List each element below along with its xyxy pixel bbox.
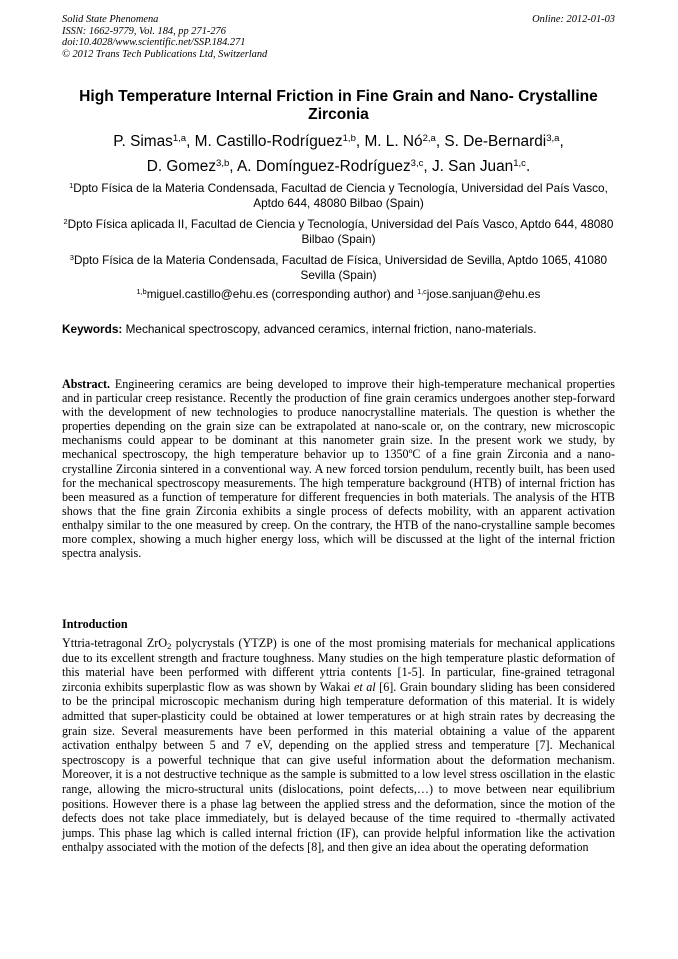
journal-header (62, 14, 462, 60)
affiliation-2: $^2$Dpto Física aplicada II, Facultad de Ciencia y Tecnología, Universidad del País Vasco, Aptdo 644, 48080 Bilbao (Spain) (63, 216, 614, 246)
affiliation-1: $^1$Dpto Física de la Materia Condensada, Facultad de Ciencia y Tecnología, Universidad del País Vasco, Aptdo 644, 48080 Bilbao (Spain) (69, 180, 608, 210)
abstract (62, 377, 615, 560)
section-heading-introduction: Introduction (62, 617, 128, 631)
author: M. L. Nó$^{2,a}$, (364, 132, 445, 150)
author-list (62, 129, 615, 179)
contact-emails: $^{1,b}$miguel.castillo@ehu.es (corresponding author) and $^{1,c}$jose.sanjuan@ehu.es (136, 286, 541, 301)
keywords (62, 322, 615, 337)
abstract-text: Engineering ceramics are being developed to improve their high-temperature mechanical properties and in particular creep resistance. Recently the production of fine grain ceramics undergoes another step-forward with the development of new technologies to produce nanocrystalline materials. The question is whether the properties depending on the grain size can be extrapolated at nano-scale or, on the contrary, new microscopic mechanisms could appear to be dominant at this nanometer grain size. In the present work we study, by mechanical spectroscopy, the high temperature behavior up to 1350ºC of a fine grain Zirconia and a nano-crystalline Zirconia sintered in a conventional way. A new forced torsion pendulum, recently built, has been used for the mechanical spectroscopy measurements. The high temperature background (HTB) of internal friction has been measured as a function of temperature for different frequencies in both materials. The analysis of the HTB shows that the fine grain Zirconia exhibits a single process of defects mobility, with an apparent activation enthalpy similar to the one measured by creep. On the contrary, the HTB of the nano-crystalline sample becomes more complex, showing a much higher energy loss, which will be discussed at the light of the internal friction spectra analysis. (62, 377, 615, 561)
author: A. Domínguez-Rodríguez$^{3,c}$, (237, 157, 432, 175)
keywords-text: Mechanical spectroscopy, advanced ceramics, internal friction, nano-materials. (122, 322, 537, 336)
author: S. De-Bernardi$^{3,a}$, (444, 132, 564, 150)
email-link-castillo[interactable]: miguel.castillo@ehu.es (146, 287, 269, 301)
author: M. Castillo-Rodríguez$^{1,b}$, (194, 132, 365, 150)
journal-copyright: © 2012 Trans Tech Publications Ltd, Switzerland (62, 48, 268, 60)
email-link-sanjuan[interactable]: jose.sanjuan@ehu.es (426, 287, 541, 301)
journal-issn: ISSN: 1662-9779, Vol. 184, pp 271-276 (62, 25, 226, 37)
keywords-label: Keywords: (62, 322, 123, 336)
paper-title: High Temperature Internal Friction in Fine Grain and Nano- Crystalline Zirconia (79, 88, 598, 123)
online-date: Online: 2012-01-03 (532, 14, 615, 25)
author: D. Gomez$^{3,b}$, (146, 157, 237, 175)
journal-doi[interactable]: doi:10.4028/www.scientific.net/SSP.184.271 (62, 37, 246, 49)
author: P. Simas$^{1,a}$, (113, 132, 195, 150)
abstract-label: Abstract. (62, 377, 111, 391)
introduction-paragraph: Yttria-tetragonal ZrO$_2$ polycrystals (YTZP) is one of the most promising materials for mechanical applications due to its excellent strength and fracture toughness. Many studies on the high temperature plastic deformation of this material have been performed with different yttria contents [1-5]. In particular, fine-grained tetragonal zirconia exhibits superplastic flow as was shown by Wakai et al [6]. Grain boundary sliding has been considered to be the principal microscopic mechanism during high temperature deformation of this material. It is widely admitted that super-plasticity could be obtained at lower temperatures or at high strain rates by decreasing the grain size. Several measurements have been performed in this material obtaining a value of the apparent activation enthalpy between 5 and 7 eV, depending on the applied stress and temperature [7]. Mechanical spectroscopy is a powerful technique that can give useful information about the deformation mechanism. Moreover, it is a not destructive technique as the sample is submitted to a low level stress oscillation in the elastic range, allowing the micro-structural units (dislocations, point defects,…) to move between near equilibrium positions. However there is a phase lag between the applied stress and the deformation, since the motion of the defects does not take place immediately, but is delayed because of the time required to -thermally activated jumps. This phase lag which is called internal friction (IF), can provide helpful information like the activation enthalpy associated with the motion of the defects [8], and then give an idea about the operating deformation (62, 636, 616, 855)
journal-name: Solid State Phenomena (62, 14, 159, 25)
author: J. San Juan$^{1,c}$. (431, 157, 531, 175)
affiliation-3: $^3$Dpto Física de la Materia Condensada, Facultad de Física, Universidad de Sevilla, Aptdo 1065, 41080 Sevilla (Spain) (69, 252, 608, 282)
